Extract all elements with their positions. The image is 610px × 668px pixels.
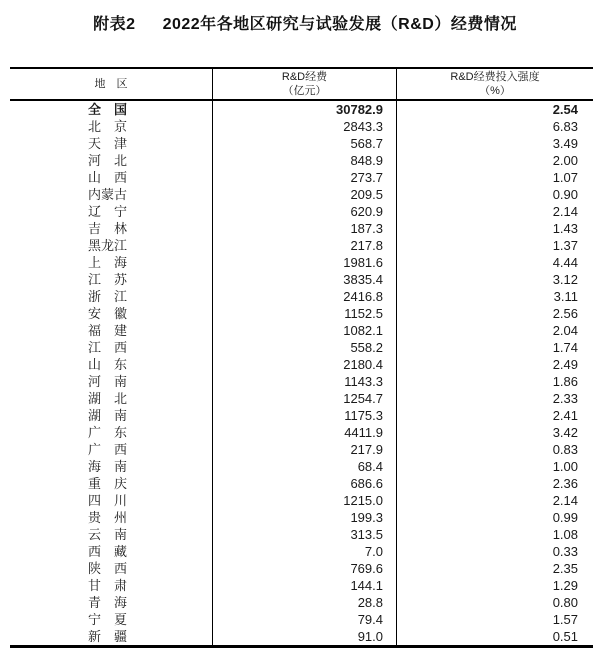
rd-expenditure-cell: 3835.4 [212,271,396,288]
table-row [10,543,593,560]
table-row [10,373,593,390]
header-region [10,69,212,99]
rd-intensity-cell: 2.41 [396,407,593,424]
rd-expenditure-cell: 558.2 [212,339,396,356]
title-table-number: 附表2 [93,16,136,33]
rd-intensity-cell: 1.57 [396,611,593,628]
region-cell: 青 海 [88,595,128,610]
region-cell: 湖 北 [88,391,128,406]
rd-intensity-cell: 2.04 [396,322,593,339]
table-row [10,152,593,169]
rd-expenditure-cell: 2843.3 [212,118,396,135]
rd-expenditure-cell: 1981.6 [212,254,396,271]
table-row [10,101,593,118]
rd-intensity-cell: 1.43 [396,220,593,237]
region-cell: 黑龙江 [88,238,128,253]
table-row [10,356,593,373]
rd-intensity-cell: 1.86 [396,373,593,390]
rd-intensity-cell: 2.56 [396,305,593,322]
region-cell: 重 庆 [88,476,128,491]
rd-expenditure-cell: 144.1 [212,577,396,594]
table-body [10,101,593,645]
rd-intensity-cell: 2.54 [396,101,593,118]
region-cell: 北 京 [88,119,128,134]
rd-expenditure-cell: 1152.5 [212,305,396,322]
table-row [10,526,593,543]
table-row [10,186,593,203]
header-intensity-label: R&D经费投入强度 [450,71,540,83]
rd-expenditure-cell: 1215.0 [212,492,396,509]
header-expenditure-unit: （亿元） [282,85,327,97]
rd-expenditure-cell: 1143.3 [212,373,396,390]
table-row [10,492,593,509]
table-row [10,339,593,356]
rd-expenditure-cell: 217.8 [212,237,396,254]
table-row [10,560,593,577]
rd-intensity-cell: 2.14 [396,203,593,220]
region-cell: 四 川 [88,493,128,508]
rd-expenditure-cell: 91.0 [212,628,396,645]
table-row [10,407,593,424]
header-intensity-unit: （%） [479,85,511,97]
rd-intensity-cell: 2.35 [396,560,593,577]
region-cell: 广 西 [88,442,128,457]
table-row [10,441,593,458]
title-text: 2022年各地区研究与试验发展（R&D）经费情况 [162,16,517,33]
rd-intensity-cell: 1.08 [396,526,593,543]
table-row [10,611,593,628]
table-row [10,305,593,322]
region-cell: 江 苏 [88,272,128,287]
region-cell: 西 藏 [88,544,128,559]
rd-intensity-cell: 2.14 [396,492,593,509]
region-cell: 辽 宁 [88,204,128,219]
rd-expenditure-cell: 2416.8 [212,288,396,305]
rd-expenditure-cell: 28.8 [212,594,396,611]
region-cell: 湖 南 [88,408,128,423]
rd-expenditure-cell: 217.9 [212,441,396,458]
table-row [10,390,593,407]
rd-intensity-cell: 0.80 [396,594,593,611]
table-row [10,577,593,594]
region-cell: 海 南 [88,459,128,474]
region-cell: 浙 江 [88,289,128,304]
rd-intensity-cell: 1.37 [396,237,593,254]
table-row [10,424,593,441]
rd-expenditure-cell: 686.6 [212,475,396,492]
rd-expenditure-cell: 1175.3 [212,407,396,424]
page-title [0,11,610,34]
rd-intensity-cell: 2.00 [396,152,593,169]
table-row [10,475,593,492]
table-row [10,594,593,611]
rd-expenditure-cell: 568.7 [212,135,396,152]
region-cell: 贵 州 [88,510,128,525]
rd-expenditure-cell: 187.3 [212,220,396,237]
rd-expenditure-cell: 273.7 [212,169,396,186]
rd-expenditure-cell: 30782.9 [212,101,396,118]
table-row [10,169,593,186]
rd-expenditure-cell: 848.9 [212,152,396,169]
region-cell: 福 建 [88,323,128,338]
region-cell: 江 西 [88,340,128,355]
region-cell: 山 东 [88,357,128,372]
rd-expenditure-cell: 2180.4 [212,356,396,373]
header-expenditure [212,69,396,99]
table-row [10,271,593,288]
rd-intensity-cell: 4.44 [396,254,593,271]
header-intensity [396,69,593,99]
table-row [10,254,593,271]
table-row [10,203,593,220]
rd-expenditure-cell: 7.0 [212,543,396,560]
rd-intensity-cell: 2.33 [396,390,593,407]
rd-intensity-cell: 2.49 [396,356,593,373]
region-cell: 广 东 [88,425,128,440]
table-row [10,509,593,526]
region-cell: 陕 西 [88,561,128,576]
table-row [10,628,593,645]
rd-expenditure-cell: 313.5 [212,526,396,543]
region-cell: 天 津 [88,136,128,151]
rd-intensity-cell: 0.83 [396,441,593,458]
region-cell: 云 南 [88,527,128,542]
region-cell: 河 北 [88,153,128,168]
rd-intensity-cell: 0.90 [396,186,593,203]
region-cell: 内蒙古 [88,187,128,202]
table-row [10,118,593,135]
rd-expenditure-cell: 4411.9 [212,424,396,441]
region-cell: 吉 林 [88,221,128,236]
rd-intensity-cell: 0.99 [396,509,593,526]
rd-expenditure-cell: 1082.1 [212,322,396,339]
rd-intensity-cell: 0.51 [396,628,593,645]
rd-intensity-cell: 6.83 [396,118,593,135]
rd-expenditure-cell: 209.5 [212,186,396,203]
region-cell: 全 国 [88,102,128,117]
table-row [10,135,593,152]
rd-expenditure-cell: 79.4 [212,611,396,628]
rd-intensity-cell: 3.49 [396,135,593,152]
table-row [10,220,593,237]
table-header-row [10,69,593,101]
table-row [10,322,593,339]
rd-intensity-cell: 1.07 [396,169,593,186]
rd-intensity-cell: 2.36 [396,475,593,492]
rd-expenditure-cell: 620.9 [212,203,396,220]
table-row [10,458,593,475]
rd-expenditure-cell: 1254.7 [212,390,396,407]
header-expenditure-label: R&D经费 [281,71,328,83]
region-cell: 河 南 [88,374,128,389]
rd-intensity-cell: 1.29 [396,577,593,594]
region-cell: 甘 肃 [88,578,128,593]
rd-intensity-cell: 3.42 [396,424,593,441]
rd-expenditure-table [10,67,593,648]
region-cell: 新 疆 [88,629,128,644]
region-cell: 山 西 [88,170,128,185]
rd-intensity-cell: 1.74 [396,339,593,356]
region-cell: 上 海 [88,255,128,270]
rd-intensity-cell: 3.12 [396,271,593,288]
region-cell: 安 徽 [88,306,128,321]
region-cell: 宁 夏 [88,612,128,627]
table-row [10,237,593,254]
header-region-label: 地 区 [94,78,128,90]
table-row [10,288,593,305]
rd-expenditure-cell: 68.4 [212,458,396,475]
rd-intensity-cell: 3.11 [396,288,593,305]
rd-expenditure-cell: 769.6 [212,560,396,577]
rd-intensity-cell: 0.33 [396,543,593,560]
rd-expenditure-cell: 199.3 [212,509,396,526]
rd-intensity-cell: 1.00 [396,458,593,475]
